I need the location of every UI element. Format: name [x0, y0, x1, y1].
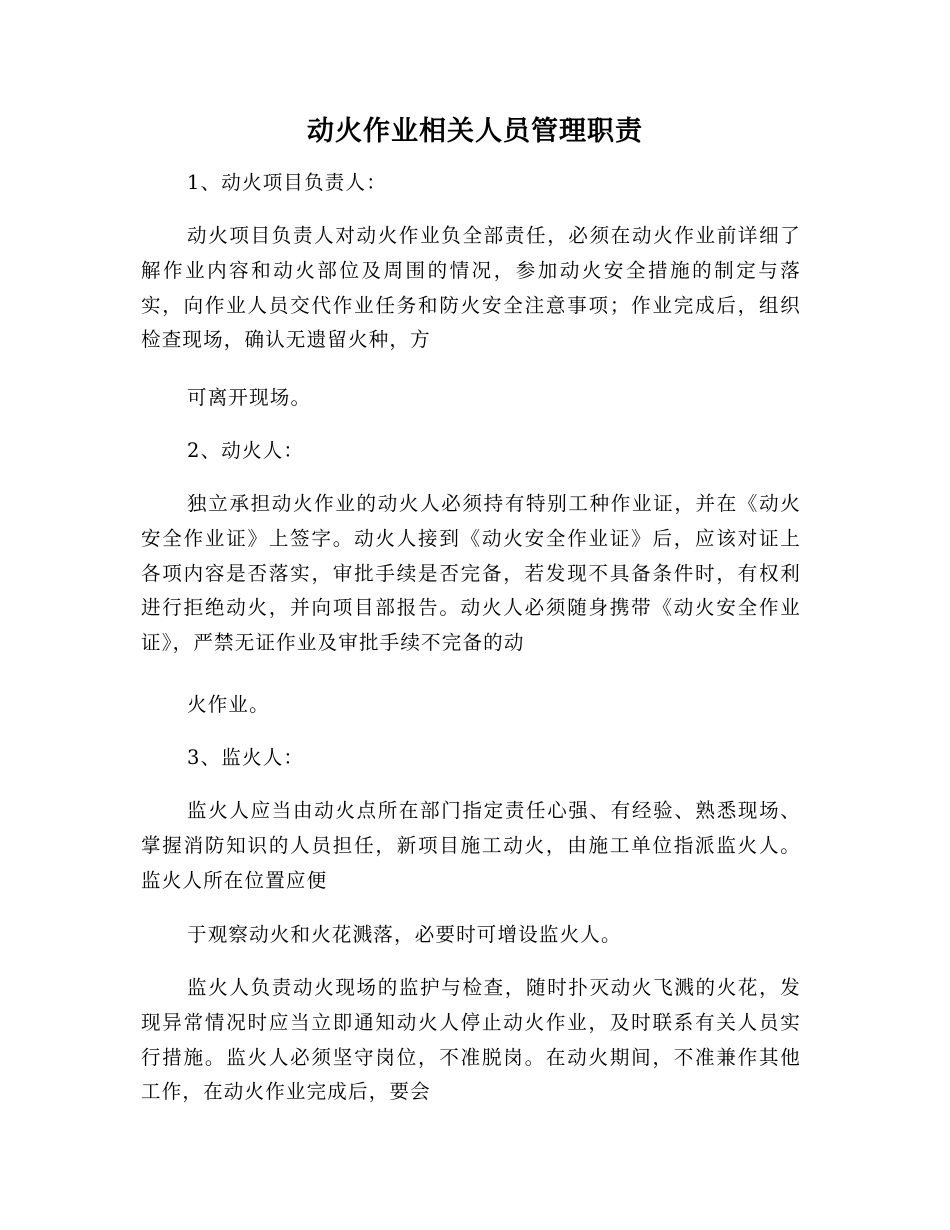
paragraph-4: 监火人负责动火现场的监护与检查，随时扑灭动火飞溅的火花，发现异常情况时应当立即通知动火人停止动火作业，及时联系有关人员实行措施。监火人必须坚守岗位，不准脱岗。在动火期间，不准兼作其他工作，在动火作业完成后，要会	[141, 976, 801, 1104]
paragraph-1: 动火项目负责人对动火作业负全部责任，必须在动火作业前详细了解作业内容和动火部位及周围的情况，参加动火安全措施的制定与落实，向作业人员交代作业任务和防火安全注意事项；作业完成后，组织检查现场，确认无遗留火种，方	[141, 224, 801, 352]
document-title: 动火作业相关人员管理职责	[307, 116, 643, 147]
paragraph-2: 独立承担动火作业的动火人必须持有特别工种作业证，并在《动火安全作业证》上签字。动火人接到《动火安全作业证》后，应该对证上各项内容是否落实，审批手续是否完备，若发现不具备条件时，有权利进行拒绝动火，并向项目部报告。动火人必须随身携带《动火安全作业证》，严禁无证作业及审批手续不完备的动	[141, 492, 801, 655]
paragraph-3-continuation: 于观察动火和火花溅落，必要时可增设监火人。	[187, 923, 622, 946]
paragraph-2-continuation: 火作业。	[187, 693, 270, 716]
section-heading-3: 3、监火人：	[187, 746, 305, 769]
paragraph-3: 监火人应当由动火点所在部门指定责任心强、有经验、熟悉现场、掌握消防知识的人员担任，新项目施工动火，由施工单位指派监火人。监火人所在位置应便	[141, 799, 801, 892]
paragraph-1-continuation: 可离开现场。	[187, 386, 312, 409]
section-heading-2: 2、动火人：	[187, 439, 305, 462]
section-heading-1: 1、动火项目负责人：	[187, 171, 387, 194]
